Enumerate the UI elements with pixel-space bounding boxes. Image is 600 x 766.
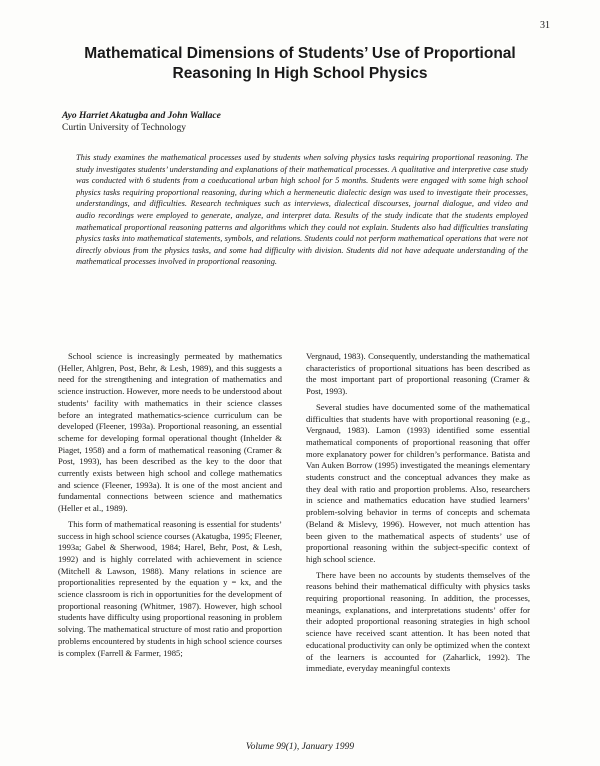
paragraph: School science is increasingly permeated by mathematics (Heller, Ahlgren, Post, Behr, & Lesh, 1989), and this suggests a need for the strengthening and integration of mathematics and science instruction. However, more needs to be understood about students’ facility with mathematics in their science classes before an integrated mathematics-science curriculum can be developed (Fleener, 1993a). Proportional reasoning, an essential scheme for developing formal operational thought (Inhelder & Piaget, 1958) and a form of mathematical reasoning (Cramer & Post, 1993), has been described as the key to the door that currently exists between high school and college mathematics and science (Fleener, 1993a). It is one of the most ancient and fundamental connections between science and mathematics (Heller et al., 1989). — [58, 351, 282, 514]
abstract: This study examines the mathematical processes used by students when solving physics tasks requiring proportional reasoning. The study investigates students’ understanding and explanations of their mathematical processes. A qualitative and interpretive case study was conducted with 6 students from a coeducational urban high school for 5 months. Students were engaged with some high school physics tasks requiring proportional reasoning, during which a hermeneutic dialectic design was used to investigate their processes, understandings, and difficulties. Research techniques such as interviews, dialectical discourses, journal dialogue, and video and audio recordings were employed to generate, analyze, and interpret data. Results of the study indicate that the students employed mathematical proportional reasoning patterns and algorithms which they could not explain. Students also had difficulties translating physics tasks into mathematical statements, symbols, and relations. Students could not perform mathematical operations that were not directly obvious from the physics tasks, and some had difficulty with division. Students did not have adequate understanding of the mathematical processes involved in proportional reasoning. — [76, 153, 528, 267]
right-column — [306, 351, 530, 679]
paragraph: Several studies have documented some of the mathematical difficulties that students have with proportional reasoning (e.g., Vergnaud, 1983). Lamon (1993) identified some essential mathematical components of proportional reasoning that offer more explanatory power for children’s performance. Batista and Van Auken Borrow (1995) investigated the meanings elementary students construct and the conceptual advances they make as they deal with ratio and proportion problems. Also, researchers in science and mathematics education have studied learners’ problem-solving behavior in terms of concepts and schemata (Beland & Mislevy, 1996). However, not much attention has been given to the mathematical aspects of students’ use of proportional reasoning within the subject-specific context of high school science. — [306, 401, 530, 564]
paragraph: Vergnaud, 1983). Consequently, understanding the mathematical characteristics of proportional situations has been described as the most important part of proportional reasoning (Cramer & Post, 1993). — [306, 351, 530, 397]
article-title — [40, 44, 560, 84]
title-line-1: Mathematical Dimensions of Students’ Use of Proportional — [84, 45, 516, 62]
authors: Ayo Harriet Akatugba and John Wallace — [62, 111, 221, 121]
page-number: 31 — [540, 20, 550, 31]
left-column — [58, 351, 282, 663]
title-line-2: Reasoning In High School Physics — [172, 65, 428, 82]
paragraph: This form of mathematical reasoning is essential for students’ success in high school science courses (Akatugba, 1995; Fleener, 1993a; Gabel & Sherwood, 1984; Harel, Behr, Post, & Lesh, 1992) and is highly correlated with achievement in science (Mitchell & Lawson, 1988). Many relations in science are proportionalities represented by the equation y = kx, and the science classroom is rich in opportunities for the development of proportional reasoning (Whitmer, 1987). However, high school students have difficulty using proportional reasoning in problem solving. The mathematical structure of most ratio and proportion problems encountered by students in high school science courses is complex (Farrell & Farmer, 1985; — [58, 518, 282, 658]
affiliation: Curtin University of Technology — [62, 123, 186, 133]
journal-footer: Volume 99(1), January 1999 — [245, 742, 355, 752]
paragraph: There have been no accounts by students themselves of the reasons behind their mathematical difficulty with physics tasks requiring proportional reasoning. In addition, the processes, meanings, explanations, and interpretations students’ offer for their adopted proportional reasoning strategies in high school science have received scant attention. It has been noted that educational productivity can only be optimized when the context of the learners is accounted for (Zaharlick, 1992). The immediate, everyday meaningful contexts — [306, 569, 530, 674]
